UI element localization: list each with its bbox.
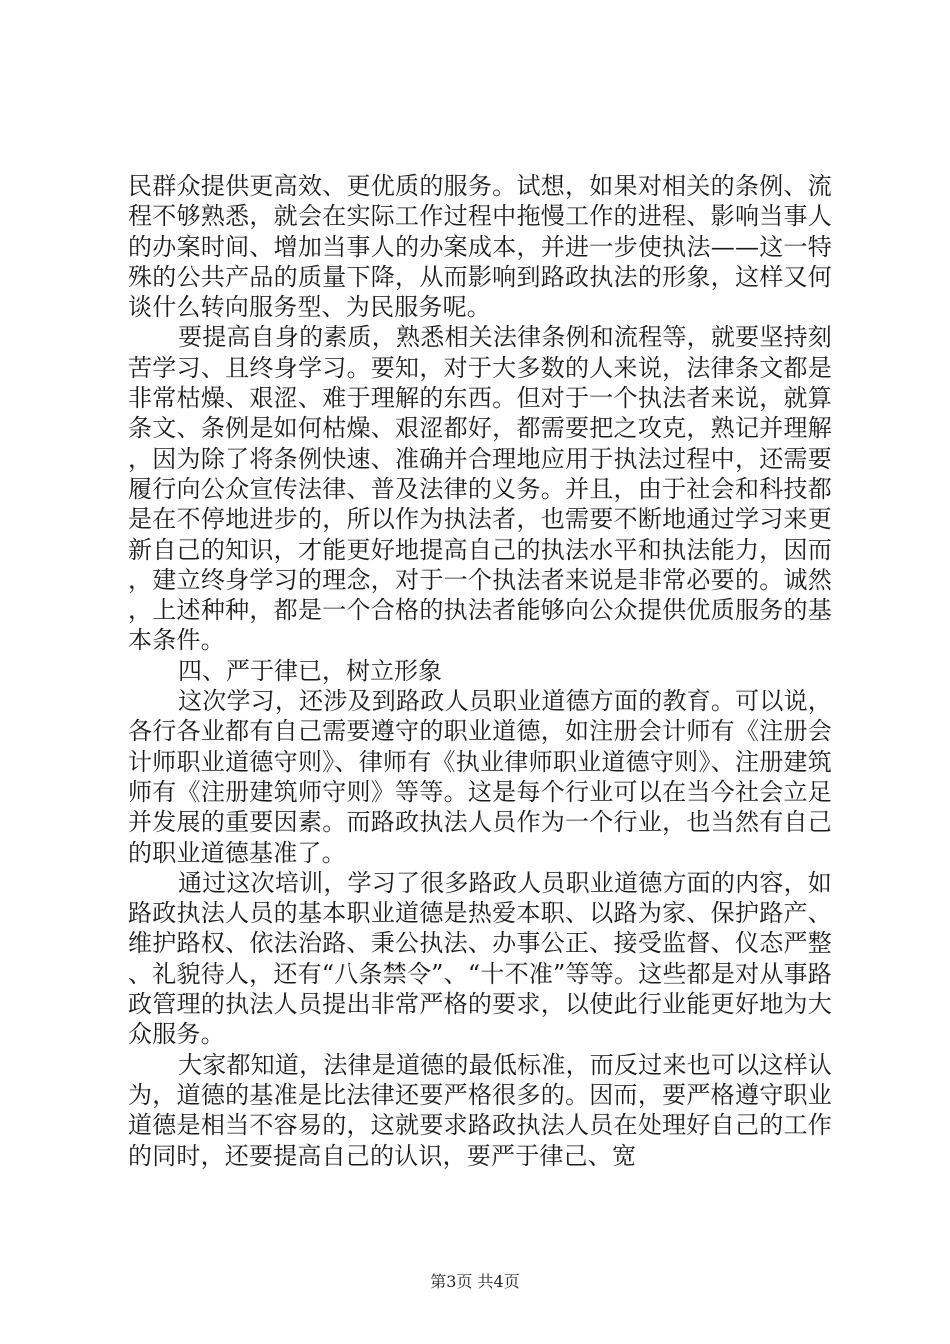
paragraph-professional-ethics: 这次学习，还涉及到路政人员职业道德方面的教育。可以说，各行各业都有自己需要遵守的职业道德，如注册会计师有《注册会计师职业道德守则》、律师有《执业律师职业道德守则》、注册建筑师有《注册建筑师守则》等等。这是每个行业可以在当今社会立足并发展的重要因素。而路政执法人员作为一个行业，也当然有自己的职业道德基准了。 — [128, 687, 832, 867]
paragraph-training-content: 通过这次培训，学习了很多路政人员职业道德方面的内容，如路政执法人员的基本职业道德是热爱本职、以路为家、保护路产、维护路权、依法治路、秉公执法、办事公正、接受监督、仪态严整、礼貌待人，还有“八条禁令”、“十不准”等等。这些都是对从事路政管理的执法人员提出非常严格的要求，以使此行业能更好地为大众服务。 — [128, 868, 832, 1049]
paragraph-law-and-morality: 大家都知道，法律是道德的最低标准，而反过来也可以这样认为，道德的基准是比法律还要严格很多的。因而，要严格遵守职业道德是相当不容易的，这就要求路政执法人员在处理好自己的工作的同时，还要提高自己的认识，要严于律己、宽 — [128, 1050, 832, 1170]
paragraph-continuation: 民群众提供更高效、更优质的服务。试想，如果对相关的条例、流程不够熟悉，就会在实际工作过程中拖慢工作的进程、影响当事人的办案时间、增加当事人的办案成本，并进一步使执法——这一特殊的公共产品的质量下降，从而影响到路政执法的形象，这样又何谈什么转向服务型、为民服务呢。 — [128, 172, 832, 322]
paragraph-study-law: 要提高自身的素质，熟悉相关法律条例和流程等，就要坚持刻苦学习、且终身学习。要知，对于大多数的人来说，法律条文都是非常枯燥、艰涩、难于理解的东西。但对于一个执法者来说，就算条文、条例是如何枯燥、艰涩都好，都需要把之攻克，熟记并理解，因为除了将条例快速、准确并合理地应用于执法过程中，还需要履行向公众宣传法律、普及法律的义务。并且，由于社会和科技都是在不停地进步的，所以作为执法者，也需要不断地通过学习来更新自己的知识，才能更好地提高自己的执法水平和执法能力，因而，建立终身学习的理念，对于一个执法者来说是非常必要的。诚然，上述种种，都是一个合格的执法者能够向公众提供优质服务的基本条件。 — [128, 323, 832, 655]
document-body — [128, 171, 832, 1171]
section-heading: 四、严于律已，树立形象 — [178, 656, 442, 685]
page-number-footer: 第3页 共4页 — [430, 1272, 520, 1291]
